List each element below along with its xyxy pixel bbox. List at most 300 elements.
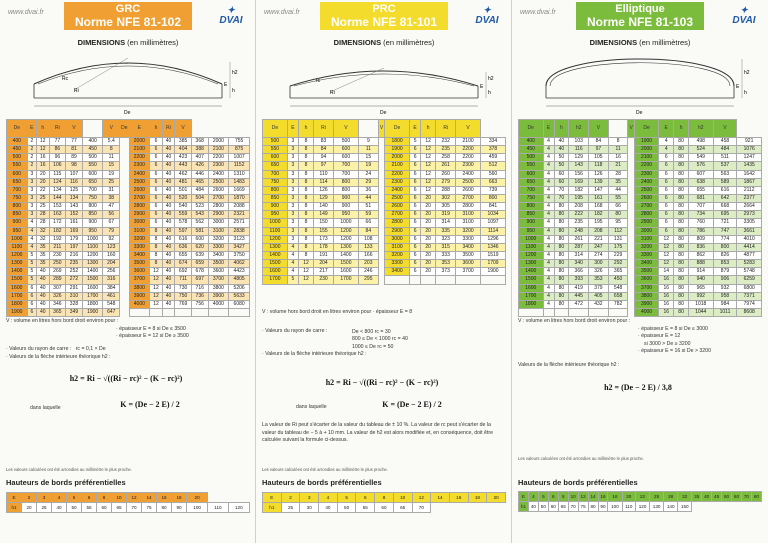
logo-text: DVAI — [732, 15, 756, 26]
table-cell: 3300 — [456, 235, 481, 243]
table-cell: 365 — [49, 308, 66, 316]
table-cell: 8608 — [737, 308, 762, 316]
table-cell: 40 — [162, 138, 175, 146]
table-cell: 1900 — [7, 308, 28, 316]
table-cell: 232 — [436, 138, 456, 146]
table-cell: 3 — [287, 211, 298, 219]
table-row — [263, 194, 506, 202]
table-cell: 5 — [287, 276, 298, 284]
table-cell: 118 — [589, 162, 609, 170]
hb-row — [519, 492, 762, 502]
table-cell: 40 — [162, 260, 175, 268]
table-cell: 850 — [263, 194, 288, 202]
table-cell: 597 — [175, 227, 192, 235]
table-cell: 40 — [162, 178, 175, 186]
hb-title: Hauteurs de bords préférentielles — [6, 478, 126, 487]
column-header: E — [659, 120, 674, 138]
table-cell: 134 — [49, 186, 66, 194]
banner-code: Elliptique — [615, 3, 665, 15]
table-row — [519, 154, 762, 162]
table-cell: 131 — [608, 235, 628, 243]
table-cell: 353 — [589, 276, 609, 284]
table-row — [263, 268, 506, 276]
table-cell: 3 — [287, 194, 298, 202]
table-cell: 272 — [66, 276, 83, 284]
table-cell: 80 — [674, 292, 689, 300]
table-row — [7, 308, 250, 316]
table-cell: 8 — [299, 251, 314, 259]
hb-row — [7, 503, 250, 513]
table-cell: 16 — [659, 292, 674, 300]
table-row — [519, 227, 762, 235]
table-separator — [120, 186, 129, 194]
table-cell: 716 — [191, 284, 208, 292]
table-cell: 12 — [421, 138, 436, 146]
table-cell: 697 — [191, 276, 208, 284]
table-cell: 29 — [358, 178, 378, 186]
table-cell: 326 — [49, 292, 66, 300]
table-cell: 458 — [713, 138, 737, 146]
table-separator — [120, 260, 129, 268]
table-cell: 80 — [674, 186, 689, 194]
table-cell: 2973 — [737, 211, 762, 219]
table-cell: 123 — [103, 243, 120, 251]
table-cell: 40 — [162, 268, 175, 276]
table-cell: 40 — [36, 276, 49, 284]
table-cell: 2800 — [634, 211, 659, 219]
table-cell: 25 — [36, 194, 49, 202]
table-cell: 38 — [103, 194, 120, 202]
table-cell: 16 — [36, 154, 49, 162]
table-cell: 22 — [36, 186, 49, 194]
table-row — [519, 203, 762, 211]
table-cell: 124 — [49, 178, 66, 186]
table-cell: 1600 — [263, 268, 288, 276]
table-cell: 182 — [49, 227, 66, 235]
logo-star-icon: ✦ — [483, 5, 491, 15]
table-cell: 4 — [543, 276, 554, 284]
table-cell: 809 — [689, 235, 714, 243]
hb-cell: 45 — [712, 492, 722, 502]
table-cell: 4062 — [229, 260, 250, 268]
table-row — [7, 178, 250, 186]
table-cell: 12 — [36, 138, 49, 146]
table-cell: 707 — [689, 203, 714, 211]
table-cell: 1011 — [713, 308, 737, 316]
table-cell: 1400 — [7, 268, 28, 276]
table-cell: 116 — [66, 178, 83, 186]
table-cell: 607 — [689, 170, 714, 178]
table-cell: 20 — [36, 178, 49, 186]
table-cell: 208 — [589, 227, 609, 235]
table-cell: 1500 — [334, 260, 359, 268]
site-url[interactable]: www.dvai.fr — [520, 9, 556, 16]
table-cell: 800 — [263, 186, 288, 194]
hb-cell: h1 — [519, 502, 529, 512]
table-cell: 965 — [689, 284, 714, 292]
elliptique-table — [518, 119, 762, 317]
table-cell: 55 — [608, 194, 628, 202]
label-e: E — [480, 84, 484, 90]
table-cell: 168 — [589, 203, 609, 211]
table-cell: 3900 — [208, 292, 229, 300]
table-cell: 8 — [299, 154, 314, 162]
table-cell: 274 — [589, 251, 609, 259]
table-row — [263, 235, 506, 243]
table-cell: 89 — [66, 154, 83, 162]
grc-table — [6, 119, 250, 317]
table-cell: 419 — [569, 284, 589, 292]
table-cell: 550 — [82, 162, 103, 170]
table-separator — [120, 300, 129, 308]
hb-cell: 12 — [127, 493, 142, 503]
hb-cell: 6 — [356, 493, 375, 503]
table-cell: 4423 — [229, 268, 250, 276]
table-cell: 56 — [103, 211, 120, 219]
table-cell: 333 — [436, 251, 456, 259]
table-cell: 1044 — [689, 308, 714, 316]
table-separator — [120, 170, 129, 178]
label-h2: h2 — [488, 76, 494, 82]
label-de: De — [636, 110, 643, 116]
table-cell: 8 — [299, 219, 314, 227]
table-cell: 407 — [191, 154, 208, 162]
table-cell: 4 — [27, 235, 36, 243]
table-cell: 106 — [49, 162, 66, 170]
table-cell: 750 — [519, 194, 544, 202]
table-cell: 2571 — [229, 219, 250, 227]
table-cell: 80 — [674, 284, 689, 292]
hb-cell: 25 — [650, 492, 664, 502]
hb-cell: 60 — [375, 503, 394, 513]
site-url[interactable]: www.dvai.fr — [8, 9, 44, 16]
table-cell: 80 — [674, 203, 689, 211]
table-cell: 950 — [334, 211, 359, 219]
hb-table — [262, 492, 506, 513]
table-cell: 3200 — [129, 235, 150, 243]
hb-cell: 14 — [431, 493, 450, 503]
table-cell: 250 — [49, 260, 66, 268]
table-cell: 2200 — [385, 170, 410, 178]
table-separator — [120, 251, 129, 259]
table-cell: 445 — [569, 292, 589, 300]
hb-cell: 120 — [636, 502, 650, 512]
table-cell: 153 — [49, 203, 66, 211]
table-cell: 269 — [49, 268, 66, 276]
table-cell: 655 — [689, 186, 714, 194]
table-cell: 2600 — [456, 186, 481, 194]
table-cell: 3000 — [634, 227, 659, 235]
table-cell: 60 — [554, 170, 569, 178]
table-cell: 35 — [36, 251, 49, 259]
table-cell: 3 — [27, 211, 36, 219]
grc-drawing — [14, 46, 242, 116]
formula-k: K = (De − 2 E) / 2 — [382, 400, 442, 409]
hb-cell: 100 — [187, 503, 208, 513]
table-cell: 2800 — [456, 203, 481, 211]
table-cell: 5206 — [229, 284, 250, 292]
table-cell: 6 — [150, 211, 163, 219]
table-cell: 3100 — [208, 227, 229, 235]
site-url[interactable]: www.dvai.fr — [264, 9, 300, 16]
table-cell: 2800 — [129, 203, 150, 211]
table-cell: 524 — [689, 146, 714, 154]
table-cell: 6 — [410, 219, 421, 227]
hb-cell: 70 — [412, 503, 431, 513]
formula-h2: h2 = Ri − √((Ri − rc)² − (K − rc)²) — [325, 378, 439, 387]
column-header: De — [263, 120, 288, 138]
table-cell: 94 — [314, 154, 334, 162]
table-cell: 334 — [481, 138, 506, 146]
table-cell: 388 — [191, 146, 208, 154]
table-cell: 3 — [287, 178, 298, 186]
table-cell: 1200 — [519, 251, 544, 259]
label-h: h — [744, 90, 747, 96]
table-cell: 51 — [358, 203, 378, 211]
table-cell: 700 — [334, 162, 359, 170]
table-cell: 379 — [589, 284, 609, 292]
table-cell: 40 — [162, 235, 175, 243]
table-cell: 12 — [150, 276, 163, 284]
table-separator — [82, 120, 103, 138]
table-cell: 739 — [481, 186, 506, 194]
hb-title: Hauteurs de bords préférentielles — [518, 478, 638, 487]
table-cell: 1800 — [385, 138, 410, 146]
table-cell: 1900 — [385, 146, 410, 154]
table-cell: 80 — [674, 178, 689, 186]
table-cell: 600 — [191, 235, 208, 243]
table-cell: 12 — [150, 284, 163, 292]
hb-cell: 90 — [172, 503, 187, 513]
table-cell: 432 — [589, 300, 609, 308]
table-cell: 8 — [299, 146, 314, 154]
table-cell: 84 — [589, 138, 609, 146]
table-cell: 636 — [175, 243, 192, 251]
table-cell: 658 — [608, 292, 628, 300]
column-header: Ri — [436, 120, 456, 138]
table-cell: 12 — [659, 251, 674, 259]
table-cell: 60 — [554, 178, 569, 186]
table-cell: 4 — [659, 138, 674, 146]
table-cell: 292 — [608, 260, 628, 268]
label-h2: h2 — [232, 70, 238, 76]
column-header: De — [634, 120, 659, 138]
table-cell: 6 — [659, 211, 674, 219]
table-row — [7, 219, 250, 227]
table-cell: 314 — [569, 251, 589, 259]
table-cell: 203 — [358, 260, 378, 268]
table-cell: 650 — [82, 178, 103, 186]
table-cell: 3600 — [456, 260, 481, 268]
table-row — [7, 146, 250, 154]
table-cell: 8 — [150, 251, 163, 259]
table-cell: 95 — [608, 219, 628, 227]
table-cell: 450 — [608, 276, 628, 284]
table-cell: 2500 — [129, 178, 150, 186]
table-cell: 8 — [299, 211, 314, 219]
table-cell: 6 — [150, 154, 163, 162]
table-cell: 20 — [421, 251, 436, 259]
table-cell: 550 — [7, 162, 28, 170]
table-cell: 80 — [674, 300, 689, 308]
page-grc — [0, 0, 256, 543]
table-cell: 1700 — [82, 292, 103, 300]
table-cell: 3100 — [456, 219, 481, 227]
volume-note: V : volume en litres hors bord droit environ pour : · épaisseur E = 8 si De ≤ 3000 · épaisseur E = 12 si 3000 > De ≥ 3200 · épaisseur E = 16 si De > 3200 — [518, 318, 711, 354]
table-cell: 195 — [569, 194, 589, 202]
table-cell: 161 — [66, 219, 83, 227]
table-cell: 2700 — [456, 194, 481, 202]
table-cell: 217 — [314, 268, 334, 276]
table-cell: 40 — [162, 211, 175, 219]
table-cell: 20 — [421, 235, 436, 243]
table-cell: 6 — [410, 211, 421, 219]
table-row — [519, 284, 762, 292]
table-cell: 40 — [36, 268, 49, 276]
table-row — [519, 162, 762, 170]
table-cell: 6 — [410, 251, 421, 259]
table-cell: 2500 — [385, 194, 410, 202]
table-cell: 512 — [481, 162, 506, 170]
table-cell: 1500 — [263, 260, 288, 268]
table-cell: 40 — [162, 227, 175, 235]
table-cell: 2100 — [456, 138, 481, 146]
table-cell: 98 — [66, 162, 83, 170]
table-cell — [229, 308, 250, 316]
table-cell: 86 — [49, 146, 66, 154]
table-cell: 77 — [66, 138, 83, 146]
table-cell: 11 — [103, 154, 120, 162]
table-cell: 4 — [287, 251, 298, 259]
table-cell: 307 — [49, 284, 66, 292]
hb-cell: 80 — [751, 492, 761, 502]
table-separator — [120, 203, 129, 211]
table-cell: 2100 — [129, 146, 150, 154]
table-cell: 178 — [314, 243, 334, 251]
column-header: De — [7, 120, 28, 138]
table-cell: 80 — [674, 146, 689, 154]
table-cell: 8 — [299, 186, 314, 194]
table-cell: 80 — [674, 138, 689, 146]
table-row — [263, 138, 506, 146]
table-cell: 310 — [66, 292, 83, 300]
table-cell: 84 — [358, 227, 378, 235]
banner-grc — [64, 2, 192, 30]
table-cell: 169 — [569, 178, 589, 186]
formula-k: K = (De − 2 E) / 2 — [120, 400, 180, 409]
table-cell: 800 — [519, 203, 544, 211]
table-cell: 6 — [150, 186, 163, 194]
table-row — [519, 300, 762, 308]
table-cell: 850 — [82, 211, 103, 219]
table-cell: 349 — [66, 308, 83, 316]
table-cell: 20 — [421, 211, 436, 219]
table-cell: 581 — [191, 227, 208, 235]
column-header: E — [129, 120, 150, 138]
hb-cell: 6 — [82, 493, 97, 503]
table-cell: 400 — [7, 138, 28, 146]
table-cell: 5633 — [229, 292, 250, 300]
table-cell: 950 — [519, 227, 544, 235]
table-cell: 423 — [175, 154, 192, 162]
hb-cell: 16 — [449, 493, 468, 503]
table-cell: 500 — [82, 154, 103, 162]
table-cell: 160 — [103, 251, 120, 259]
table-cell: 559 — [175, 211, 192, 219]
hb-cell: 70 — [568, 502, 578, 512]
table-cell: 6 — [150, 170, 163, 178]
table-cell: 182 — [589, 211, 609, 219]
table-cell: 4010 — [737, 235, 762, 243]
table-cell: 3000 — [129, 219, 150, 227]
table-cell: 3000 — [385, 235, 410, 243]
hb-cell: 140 — [664, 502, 678, 512]
table-cell: 3305 — [737, 219, 762, 227]
table-cell: 940 — [689, 276, 714, 284]
banner-norme: Norme NFE 81-101 — [330, 15, 438, 29]
formula-h2: h2 = Ri − √((Ri − rc)² − (K − rc)²) — [69, 374, 183, 383]
hb-cell: 5 — [67, 493, 82, 503]
table-cell — [608, 308, 628, 316]
table-cell: 80 — [554, 251, 569, 259]
table-cell: 4 — [543, 260, 554, 268]
table-cell: 2600 — [385, 203, 410, 211]
table-cell: 8 — [299, 235, 314, 243]
table-cell: 346 — [49, 300, 66, 308]
table-cell: 4 — [543, 178, 554, 186]
table-cell: 1483 — [229, 178, 250, 186]
table-cell: 1400 — [263, 251, 288, 259]
table-cell: 80 — [674, 194, 689, 202]
table-cell: 261 — [436, 162, 456, 170]
table-cell: 256 — [103, 268, 120, 276]
table-cell: 914 — [689, 268, 714, 276]
table-cell: 80 — [554, 300, 569, 308]
table-cell: 543 — [191, 211, 208, 219]
table-cell: 548 — [103, 300, 120, 308]
table-cell: 103 — [569, 138, 589, 146]
table-cell: 28 — [36, 219, 49, 227]
table-cell: 1300 — [7, 260, 28, 268]
table-cell: 12 — [659, 260, 674, 268]
table-cell: 550 — [263, 146, 288, 154]
hb-cell: 90 — [598, 502, 608, 512]
table-cell: 650 — [7, 178, 28, 186]
table-row — [7, 211, 250, 219]
table-cell: 1900 — [481, 268, 506, 276]
column-header: h — [421, 120, 436, 138]
table-cell: 2700 — [129, 194, 150, 202]
table-cell: 900 — [334, 194, 359, 202]
table-cell: 70 — [554, 194, 569, 202]
table-cell: 302 — [436, 194, 456, 202]
table-separator — [120, 211, 129, 219]
table-cell: 115 — [49, 170, 66, 178]
table-cell: 600 — [519, 170, 544, 178]
table-cell: 461 — [103, 292, 120, 300]
table-cell: 261 — [569, 235, 589, 243]
table-cell: 289 — [49, 276, 66, 284]
table-cell: 133 — [358, 243, 378, 251]
hb-row — [519, 502, 762, 512]
table-cell: 616 — [175, 235, 192, 243]
hb-cell: 40 — [702, 492, 712, 502]
table-cell: 4 — [27, 227, 36, 235]
table-cell: 2900 — [385, 227, 410, 235]
table-cell: 12 — [299, 268, 314, 276]
table-cell: 4 — [27, 219, 36, 227]
table-cell: 1018 — [689, 300, 714, 308]
